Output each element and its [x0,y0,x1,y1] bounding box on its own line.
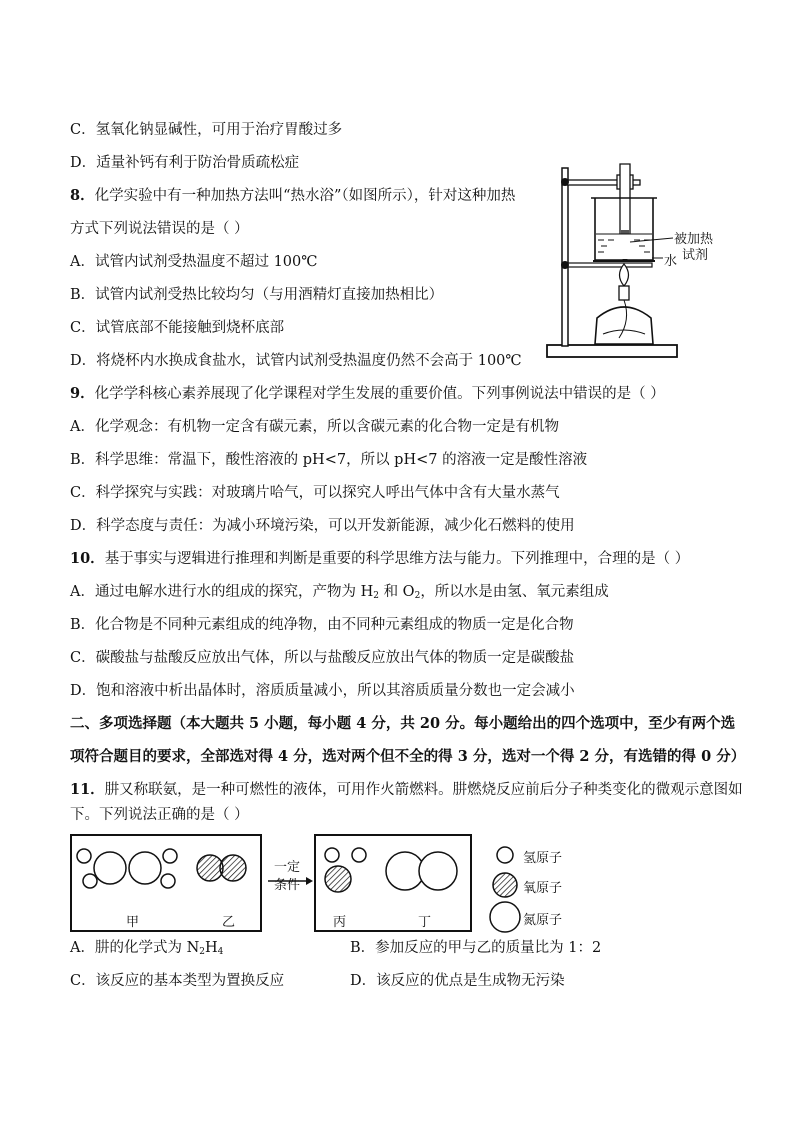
arrow-label-bottom: 条件 [274,878,301,893]
subscript: 2 [373,591,379,601]
q10a-text-2: 和 O [378,584,415,600]
q8-option-d: D．将烧杯内水换成食盐水，试管内试剂受热温度仍然不会高于 100℃ [70,353,522,369]
q8-stem-line-2: 方式下列说法错误的是（ ） [70,221,249,237]
legend-hydrogen-icon [497,847,513,863]
q8-stem-text-1: 化学实验中有一种加热方法叫“热水浴”（如图所示），针对这种加热 [94,188,516,204]
q9-stem [70,384,665,404]
q11-option-b: B．参加反应的甲与乙的质量比为 1：2 [350,940,602,956]
reaction-diagram-figure [70,833,590,933]
subscript: 2 [199,947,206,957]
legend-hydrogen-label: 氢原子 [523,851,563,866]
q9-number: 9． [70,385,95,402]
label-heated-reagent-1: 被加热 [674,232,714,247]
label-heated-reagent-2: 试剂 [682,248,709,263]
clamp-knob [561,178,569,186]
alcohol-lamp [595,307,653,344]
q11-stem-text-1: 肼又称联氨，是一种可燃性的液体，可用作火箭燃料。肼燃烧反应前后分子种类变化的微观示意图如 [104,782,743,798]
q8-number: 8． [70,187,95,204]
q10a-text-1: A．通过电解水进行水的组成的探究，产物为 H [70,584,374,600]
q11-stem-line-1 [70,780,743,800]
legend-oxygen-icon [493,873,517,897]
arrow-label-top: 一定 [274,860,301,875]
q8-option-c: C．试管底部不能接触到烧杯底部 [70,320,285,336]
q9-option-d: D．科学态度与责任：为减小环境污染，可以开发新能源，减少化石燃料的使用 [70,518,575,534]
lamp-wick-holder [619,286,629,300]
label-bing: 丙 [333,915,347,930]
q11a-text-2: H [205,940,218,956]
q10-option-b: B．化合物是不同种元素组成的纯净物，由不同种元素组成的物质一定是化合物 [70,617,574,633]
q9-option-a: A．化学观念：有机物一定含有碳元素，所以含碳元素的化合物一定是有机物 [70,419,559,435]
q9-stem-text: 化学学科核心素养展现了化学课程对学生发展的重要价值。下列事例说法中错误的是（ ） [94,386,665,402]
subscript: 2 [414,591,421,601]
q10a-text-3: ，所以水是由氢、氧元素组成 [420,584,609,600]
section-2-heading-2: 项符合题目的要求，全部选对得 4 分，选对两个但不全的得 3 分，选对一个得 2 分，有选错的得 0 分） [70,748,746,765]
q8-option-b: B．试管内试剂受热比较均匀（与用酒精灯直接加热相比） [70,287,444,303]
stand-base [547,345,677,357]
legend-nitrogen-label: 氮原子 [523,913,563,928]
q11-option-c: C．该反应的基本类型为置换反应 [70,973,285,989]
q10-option-d: D．饱和溶液中析出晶体时，溶质质量减小，所以其溶质质量分数也一定会减小 [70,683,575,699]
section-2-heading-1: 二、多项选择题（本大题共 5 小题，每小题 4 分，共 20 分。每小题给出的四个选项中，至少有两个选 [70,715,736,732]
iron-ring [562,263,652,267]
label-yi: 乙 [222,915,236,930]
q10-stem [70,549,689,569]
q10-option-c: C．碳酸盐与盐酸反应放出气体，所以与盐酸反应放出气体的物质一定是碳酸盐 [70,650,575,666]
q11-number: 11． [70,781,105,798]
legend-nitrogen-icon [490,902,520,932]
label-ding: 丁 [418,915,432,930]
q9-option-b: B．科学思维：常温下，酸性溶液的 pH<7，所以 pH<7 的溶液一定是酸性溶液 [70,452,588,468]
q9-option-c: C．科学探究与实践：对玻璃片哈气，可以探究人呼出气体中含有大量水蒸气 [70,485,560,501]
stand-rod [562,168,568,346]
q10-number: 10． [70,550,105,567]
q8-stem-line-1 [70,186,515,206]
legend-oxygen-label: 氧原子 [523,881,563,896]
label-water: 水 [664,254,678,269]
q11-option-a [70,938,223,962]
subscript: 4 [217,947,224,957]
q10-option-a [70,582,609,606]
q10-stem-text: 基于事实与逻辑进行推理和判断是重要的科学思维方法与能力。下列推理中，合理的是（ ） [104,551,690,567]
q11-stem-line-2: 下。下列说法正确的是（ ） [70,807,249,823]
q8-option-a: A．试管内试剂受热温度不超过 100℃ [70,254,318,270]
label-jia: 甲 [126,915,140,930]
q11-option-d: D．该反应的优点是生成物无污染 [350,973,565,989]
q7-option-d: D．适量补钙有利于防治骨质疏松症 [70,155,300,171]
q11a-text-1: A．肼的化学式为 N [70,940,200,956]
q7-option-c: C．氢氧化钠显碱性，可用于治疗胃酸过多 [70,122,343,138]
